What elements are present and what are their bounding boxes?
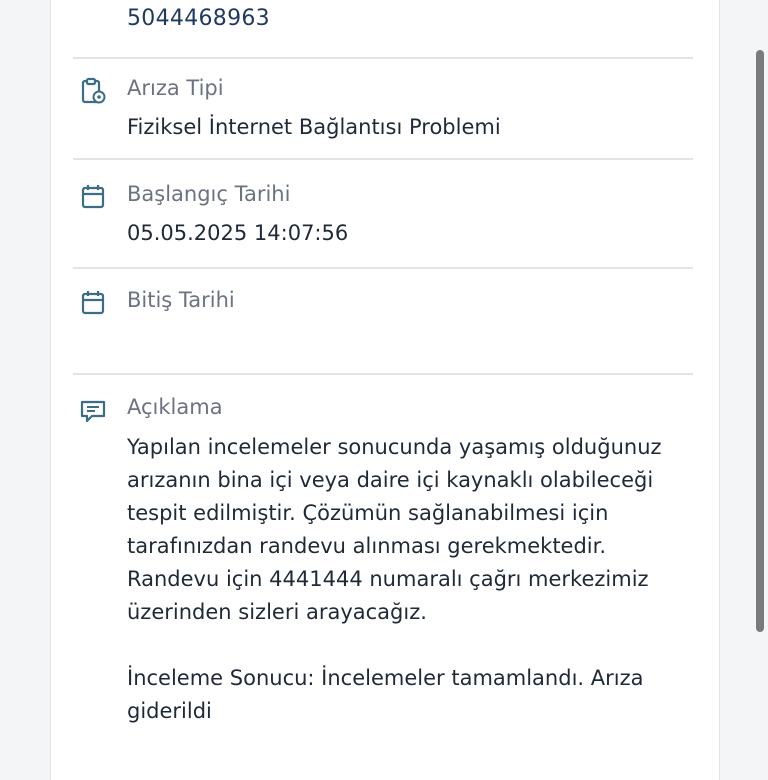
start-date-label: Başlangıç Tarihi bbox=[127, 182, 291, 206]
divider bbox=[73, 158, 693, 160]
divider bbox=[73, 267, 693, 269]
subscriber-number: 5044468963 bbox=[127, 6, 270, 31]
end-date-row bbox=[73, 285, 693, 370]
scrollbar-thumb[interactable] bbox=[756, 50, 764, 632]
start-date-value: 05.05.2025 14:07:56 bbox=[127, 221, 349, 245]
description-text bbox=[127, 431, 697, 728]
inspection-result: İnceleme Sonucu: İncelemeler tamamlandı. Arıza giderildi bbox=[127, 666, 644, 723]
description-row bbox=[73, 393, 693, 753]
calendar-icon bbox=[79, 182, 107, 210]
calendar-icon bbox=[79, 288, 107, 316]
fault-type-row bbox=[73, 72, 693, 157]
divider bbox=[73, 57, 693, 59]
fault-type-label: Arıza Tipi bbox=[127, 76, 224, 100]
comment-icon bbox=[79, 397, 107, 425]
description-paragraph: Yapılan incelemeler sonucunda yaşamış olduğunuz arızanın bina içi veya daire içi kaynaklı olabileceği tespit edilmiştir. Çözümün sağlanabilmesi için tarafınızdan randevu alınması gerekmektedir. Randevu için 4441444 numaralı çağrı merkezimiz üzerinden sizleri arayacağız. bbox=[127, 435, 662, 624]
fault-type-value: Fiziksel İnternet Bağlantısı Problemi bbox=[127, 115, 501, 139]
start-date-row bbox=[73, 178, 693, 263]
clipboard-gear-icon bbox=[79, 77, 107, 105]
end-date-label: Bitiş Tarihi bbox=[127, 288, 235, 312]
divider bbox=[73, 373, 693, 375]
description-label: Açıklama bbox=[127, 395, 223, 419]
